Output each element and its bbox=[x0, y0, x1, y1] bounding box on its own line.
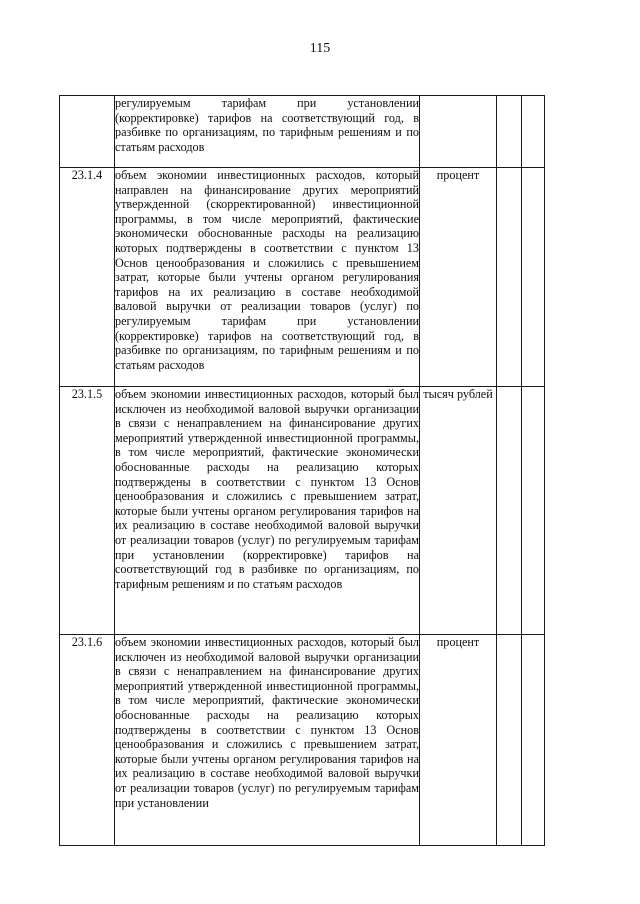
row-unit-cell: процент bbox=[420, 635, 497, 846]
row-description: объем экономии инвестиционных расходов, который направлен на финансирование других мероприятий утвержденной (скорректированной) инвестиционной программы, в том числе мероприятий, фактические экономически обоснованные расходы на реализацию которых подтверждены в соответствии с пунктом 13 Основ ценообразования и сложились с превышением затрат, которые были учтены органом регулирования тарифов на их реализацию в составе необходимой валовой выручки от реализации товаров (услуг) по регулируемым тарифам при установлении (корректировке) тарифов на соответствующий год, в разбивке по организациям, по тарифным решениям и по статьям расходов bbox=[115, 168, 419, 372]
table-row bbox=[60, 387, 545, 635]
row-description-cell bbox=[115, 387, 420, 635]
row-unit-cell bbox=[420, 96, 497, 168]
row-value-cell bbox=[497, 387, 522, 635]
row-unit-cell: процент bbox=[420, 168, 497, 387]
row-number-cell: 23.1.4 bbox=[60, 168, 115, 387]
row-description: регулируемым тарифам при установлении (корректировке) тарифов на соответствующий год, в разбивке по организациям, по тарифным решениям и по статьям расходов bbox=[115, 96, 419, 154]
row-description: объем экономии инвестиционных расходов, который был исключен из необходимой валовой выручки организации в связи с ненаправлением на финансирование других мероприятий утвержденной инвестиционной программы, в том числе мероприятий, фактические экономически обоснованные расходы на реализацию которых подтверждены в соответствии с пунктом 13 Основ ценообразования и сложились с превышением затрат, которые были учтены органом регулирования тарифов на их реализацию в составе необходимой валовой выручки от реализации товаров (услуг) по регулируемым тарифам при установлении bbox=[115, 635, 419, 810]
indicators-table bbox=[59, 95, 545, 846]
row-description-cell bbox=[115, 635, 420, 846]
row-value-cell bbox=[522, 96, 545, 168]
table-row bbox=[60, 168, 545, 387]
row-description-cell bbox=[115, 96, 420, 168]
row-value-cell bbox=[497, 635, 522, 846]
row-value-cell bbox=[522, 387, 545, 635]
row-value-cell bbox=[497, 96, 522, 168]
row-number-cell bbox=[60, 96, 115, 168]
page-number: 115 bbox=[309, 41, 331, 56]
row-value-cell bbox=[497, 168, 522, 387]
row-number-cell: 23.1.6 bbox=[60, 635, 115, 846]
row-unit-cell: тысяч рублей bbox=[420, 387, 497, 635]
table-row bbox=[60, 96, 545, 168]
row-description: объем экономии инвестиционных расходов, который был исключен из необходимой валовой выручки организации в связи с ненаправлением на финансирование других мероприятий утвержденной инвестиционной программы, в том числе мероприятий, фактические экономически обоснованные расходы на реализацию которых подтверждены в соответствии с пунктом 13 Основ ценообразования и сложились с превышением затрат, которые были учтены органом регулирования тарифов на их реализацию в составе необходимой валовой выручки от реализации товаров (услуг) по регулируемым тарифам при установлении (корректировке) тарифов на соответствующий год в разбивке по организациям, по тарифным решениям и по статьям расходов bbox=[115, 387, 419, 591]
row-number-cell: 23.1.5 bbox=[60, 387, 115, 635]
row-value-cell bbox=[522, 635, 545, 846]
row-description-cell bbox=[115, 168, 420, 387]
row-value-cell bbox=[522, 168, 545, 387]
table-row bbox=[60, 635, 545, 846]
